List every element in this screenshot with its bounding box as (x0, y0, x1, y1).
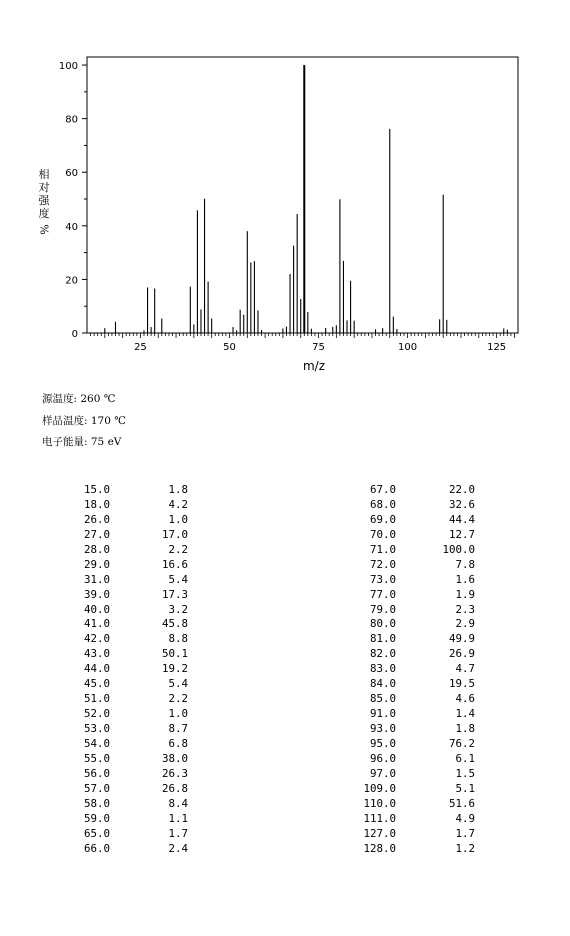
mz-value: 18.0 (83, 497, 110, 511)
mz-value: 127.0 (363, 826, 396, 840)
abundance-value: 1.5 (455, 766, 475, 780)
abundance-value: 2.9 (455, 617, 475, 631)
y-tick-label: 100 (58, 61, 78, 73)
abundance-value: 1.6 (455, 572, 475, 586)
mz-value: 110.0 (363, 796, 396, 810)
abundance-value: 44.4 (448, 512, 475, 526)
abundance-value: 45.8 (161, 617, 188, 631)
mz-value: 41.0 (83, 617, 110, 631)
table-row (0, 498, 480, 513)
abundance-value: 1.7 (455, 826, 475, 840)
y-axis-label-char: 强 (38, 194, 50, 207)
abundance-value: 1.4 (455, 707, 475, 721)
abundance-value: 6.8 (168, 736, 188, 750)
table-row (0, 647, 480, 662)
mz-value: 57.0 (83, 781, 110, 795)
table-row (0, 722, 480, 737)
abundance-value: 4.2 (168, 497, 188, 511)
mz-value: 58.0 (83, 796, 110, 810)
plot-frame (87, 57, 518, 333)
axis-ticks (59, 61, 515, 353)
mz-value: 85.0 (369, 692, 396, 706)
mz-value: 109.0 (363, 781, 396, 795)
mz-value: 69.0 (369, 512, 396, 526)
abundance-value: 38.0 (161, 751, 188, 765)
mz-value: 111.0 (363, 811, 396, 825)
mz-value: 59.0 (83, 811, 110, 825)
table-row (0, 812, 480, 827)
abundance-value: 32.6 (448, 497, 475, 511)
x-tick-label: 75 (312, 342, 325, 353)
table-row (0, 543, 480, 558)
table-row (0, 752, 480, 767)
abundance-value: 100.0 (442, 542, 475, 556)
mz-value: 77.0 (369, 587, 396, 601)
abundance-value: 51.6 (448, 796, 475, 810)
abundance-value: 1.7 (168, 826, 188, 840)
abundance-value: 19.5 (448, 677, 475, 691)
abundance-value: 26.8 (161, 781, 188, 795)
mz-value: 40.0 (83, 602, 110, 616)
x-tick-label: 50 (223, 342, 236, 353)
mz-value: 70.0 (369, 527, 396, 541)
mz-value: 15.0 (83, 483, 110, 496)
mz-value: 54.0 (83, 736, 110, 750)
x-tick-label: 125 (487, 342, 507, 353)
abundance-value: 2.2 (168, 542, 188, 556)
table-row (0, 767, 480, 782)
mz-value: 128.0 (363, 841, 396, 855)
abundance-value: 8.4 (168, 796, 188, 810)
abundance-value: 26.3 (161, 766, 188, 780)
mz-value: 52.0 (83, 707, 110, 721)
table-row (0, 528, 480, 543)
y-axis-label-char: 度 (38, 207, 50, 220)
mz-value: 82.0 (369, 647, 396, 661)
sample-temperature: 样品温度: 170 ℃ (42, 414, 126, 427)
abundance-value: 2.4 (168, 841, 188, 855)
mz-value: 66.0 (83, 841, 110, 855)
source-temperature: 源温度: 260 ℃ (42, 393, 116, 405)
mz-value: 83.0 (369, 662, 396, 676)
mz-value: 26.0 (83, 512, 110, 526)
table-row (0, 737, 480, 752)
y-axis-label-text (36, 168, 52, 236)
mz-value: 51.0 (83, 692, 110, 706)
y-tick-label: 60 (65, 168, 78, 180)
mz-value: 68.0 (369, 497, 396, 511)
table-row (0, 573, 480, 588)
abundance-value: 1.0 (168, 512, 188, 526)
table-row (0, 692, 480, 707)
abundance-value: 49.9 (448, 632, 475, 646)
mz-value: 93.0 (369, 722, 396, 735)
abundance-value: 1.8 (455, 722, 475, 735)
y-tick-label: 40 (65, 221, 78, 233)
mz-value: 55.0 (83, 751, 110, 765)
y-axis-label-char: 相 (38, 168, 50, 181)
y-tick-label: 0 (71, 329, 78, 340)
y-tick-label: 20 (65, 275, 78, 287)
abundance-value: 16.6 (161, 557, 188, 571)
table-row (0, 632, 480, 647)
table-row (0, 603, 480, 618)
table-row (0, 558, 480, 573)
mz-value: 84.0 (369, 677, 396, 691)
table-row (0, 677, 480, 692)
mz-value: 39.0 (83, 587, 110, 601)
x-tick-label: 25 (134, 342, 147, 353)
abundance-value: 1.2 (455, 841, 475, 855)
plot-border (87, 57, 518, 333)
mz-value: 72.0 (369, 557, 396, 571)
abundance-value: 4.9 (455, 811, 475, 825)
abundance-value: 19.2 (161, 662, 188, 676)
abundance-value: 1.8 (168, 483, 188, 496)
mz-value: 42.0 (83, 632, 110, 646)
peak-table-right (0, 483, 480, 856)
table-row (0, 588, 480, 603)
abundance-value: 1.0 (168, 707, 188, 721)
abundance-value: 4.7 (455, 662, 475, 676)
table-row (0, 827, 480, 842)
instrument-parameters (42, 392, 126, 457)
mass-spectrum-chart (0, 0, 570, 380)
mz-value: 31.0 (83, 572, 110, 586)
mz-value: 28.0 (83, 542, 110, 556)
abundance-value: 17.0 (161, 527, 188, 541)
abundance-value: 7.8 (455, 557, 475, 571)
electron-energy: 电子能量: 75 eV (42, 436, 122, 448)
x-tick-label: 100 (398, 342, 418, 353)
mz-value: 43.0 (83, 647, 110, 661)
y-axis-label-char: 对 (38, 181, 50, 194)
mz-value: 44.0 (83, 662, 110, 676)
mz-value: 81.0 (369, 632, 396, 646)
table-row (0, 617, 480, 632)
table-row (0, 842, 480, 857)
abundance-value: 12.7 (448, 527, 475, 541)
abundance-value: 5.4 (168, 572, 188, 586)
abundance-value: 2.3 (455, 602, 475, 616)
mz-value: 91.0 (369, 707, 396, 721)
mz-value: 65.0 (83, 826, 110, 840)
abundance-value: 4.6 (455, 692, 475, 706)
abundance-value: 22.0 (448, 483, 475, 496)
table-row (0, 707, 480, 722)
y-tick-label: 80 (65, 114, 78, 126)
abundance-value: 1.9 (455, 587, 475, 601)
abundance-value: 5.1 (455, 781, 475, 795)
mz-value: 45.0 (83, 677, 110, 691)
table-row (0, 513, 480, 528)
abundance-value: 6.1 (455, 751, 475, 765)
mz-value: 95.0 (369, 736, 396, 750)
abundance-value: 8.8 (168, 632, 188, 646)
mz-value: 97.0 (369, 766, 396, 780)
mz-value: 79.0 (369, 602, 396, 616)
abundance-value: 76.2 (448, 736, 475, 750)
mz-value: 96.0 (369, 751, 396, 765)
abundance-value: 3.2 (168, 602, 188, 616)
abundance-value: 1.1 (168, 811, 188, 825)
mz-value: 29.0 (83, 557, 110, 571)
mz-value: 53.0 (83, 722, 110, 735)
abundance-value: 8.7 (168, 722, 188, 735)
y-axis-label-unit: % (37, 224, 51, 235)
y-axis-label (36, 168, 52, 236)
mz-value: 71.0 (369, 542, 396, 556)
table-row (0, 797, 480, 812)
mz-value: 67.0 (369, 483, 396, 496)
table-row (0, 483, 480, 498)
mz-value: 56.0 (83, 766, 110, 780)
table-row (0, 782, 480, 797)
abundance-value: 5.4 (168, 677, 188, 691)
spectrum-peaks (105, 65, 508, 333)
abundance-value: 2.2 (168, 692, 188, 706)
abundance-value: 26.9 (448, 647, 475, 661)
mz-value: 80.0 (369, 617, 396, 631)
mz-value: 27.0 (83, 527, 110, 541)
table-row (0, 662, 480, 677)
mz-value: 73.0 (369, 572, 396, 586)
abundance-value: 17.3 (161, 587, 188, 601)
abundance-value: 50.1 (161, 647, 188, 661)
x-axis-label: m/z (302, 359, 326, 373)
